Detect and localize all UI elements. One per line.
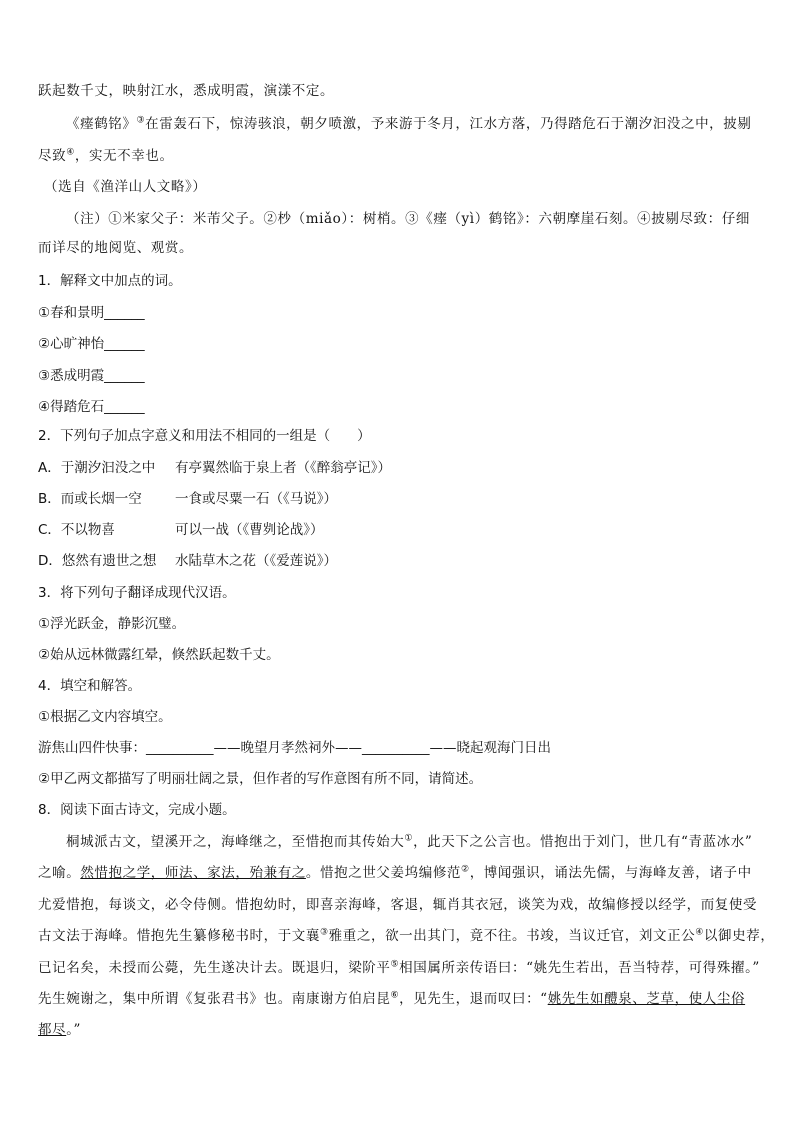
text-line: 《瘗鹤铭》③在雷轰石下，惊涛骇浪，朝夕喷激，予来游于冬月，江水方落，乃得踏危石于潮汐汩没之中，披剔 (66, 115, 752, 132)
question-4-fill-blank: 游焦山四件快事：__________——晚望月孝然祠外——__________——晓起观海门日出 (38, 740, 551, 756)
passage-line: 都尽。” (38, 1022, 82, 1038)
question-1-item: ②心旷神怡______ (38, 336, 145, 352)
question-4-stem: 4．填空和解答。 (38, 678, 142, 694)
question-3-item: ②始从远林微露红晕，倏然跃起数千丈。 (38, 647, 280, 663)
question-1-item: ①春和景明______ (38, 305, 145, 321)
passage-line: 已记名矣，未授而公薨，先生遂决计去。既退归，梁阶平⑤相国属所亲传语曰：“姚先生若出，吾当特荐，可得殊擢。” (38, 959, 760, 976)
question-2-option-c: C．不以物喜 可以一战（《曹刿论战》） (38, 522, 324, 538)
question-3-stem: 3．将下列句子翻译成现代汉语。 (38, 585, 236, 601)
question-1-item: ③悉成明霞______ (38, 368, 145, 384)
question-4-item: ②甲乙两文都描写了明丽壮阔之景，但作者的写作意图有所不同，请简述。 (38, 771, 483, 787)
question-3-item: ①浮光跃金，静影沉璧。 (38, 616, 186, 632)
question-2-option-b: B．而或长烟一空 一食或尽粟一石（《马说》） (38, 491, 337, 507)
passage-line: 尤爱惜抱，每谈文，必令侍侧。惜抱幼时，即喜亲海峰，客退，辄肖其衣冠，谈笑为戏，故编修授以经学，而复使受 (38, 897, 758, 913)
underlined-sentence: 都尽 (38, 1022, 67, 1038)
text-line: 尽致④，实无不幸也。 (38, 147, 174, 164)
underlined-sentence: 姚先生如醴泉、芝草，使人尘俗 (547, 991, 746, 1007)
passage-line: 古文法于海峰。惜抱先生纂修秘书时，于文襄③雅重之，欲一出其门，竟不往。书竣，当议迁官，刘文正公④以御史荐， (38, 927, 775, 944)
source-citation: （选自《渔洋山人文略》） (44, 179, 207, 195)
annotation-line: （注）①米家父子：米芾父子。②杪（miǎo）：树梢。③《瘗（yì）鹤铭》：六朝摩崖石刻。④披剔尽致：仔细 (66, 211, 750, 227)
question-8-stem: 8．阅读下面古诗文，完成小题。 (38, 802, 236, 818)
underlined-sentence: 然惜抱之学，师法、家法，殆兼有之 (80, 865, 306, 881)
text-line: 跃起数千丈，映射江水，悉成明霞，演漾不定。 (38, 83, 335, 99)
annotation-line: 而详尽的地阅览、观赏。 (38, 240, 194, 256)
question-2-option-a: A．于潮汐汩没之中 有亭翼然临于泉上者（《醉翁亭记》） (38, 460, 391, 476)
passage-line: 先生婉谢之，集中所谓《复张君书》也。南康谢方伯启昆⑥，见先生，退而叹曰：“姚先生如醴泉、芝草，使人尘俗 (38, 990, 746, 1007)
passage-line: 桐城派古文，望溪开之，海峰继之，至惜抱而其传始大①，此天下之公言也。惜抱出于刘门，世几有“青蓝冰水” (66, 833, 753, 850)
passage-line: 之喻。然惜抱之学，师法、家法，殆兼有之。惜抱之世父姜坞编修范②，博闻强识，诵法先儒，与海峰友善，诸子中 (38, 864, 752, 881)
question-2-option-d: D．悠然有遗世之想 水陆草木之花（《爱莲说》） (38, 553, 337, 569)
question-2-stem: 2．下列句子加点字意义和用法不相同的一组是（ ） (38, 428, 371, 444)
question-1-stem: 1．解释文中加点的词。 (38, 273, 182, 289)
question-4-item: ①根据乙文内容填空。 (38, 709, 172, 725)
question-1-item: ④得踏危石______ (38, 399, 145, 415)
